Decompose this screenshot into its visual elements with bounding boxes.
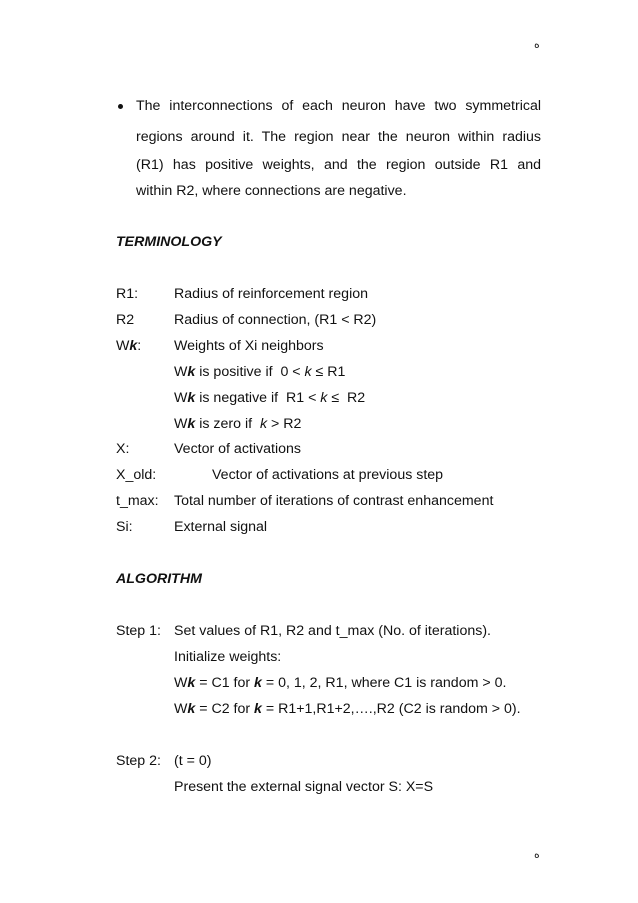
def-wk-positive: Wk is positive if 0 < k ≤ R1 [174,364,346,380]
def-wk-zero: Wk is zero if k > R2 [174,416,302,432]
term-x-old: X_old: [116,467,157,483]
step2-label: Step 2: [116,753,161,769]
def-x: Vector of activations [174,441,301,457]
term-si: Si: [116,519,133,535]
bullet-line-4: within R2, where connections are negative. [136,183,407,199]
def-x-old: Vector of activations at previous step [212,467,444,483]
step1-line-2: Initialize weights: [174,649,282,665]
bullet-line-1: The interconnections of each neuron have two symmetrical [136,98,541,114]
def-wk: Weights of Xi neighbors [174,338,324,354]
step2-line-1: (t = 0) [174,753,212,769]
def-wk-negative: Wk is negative if R1 < k ≤ R2 [174,390,366,406]
bullet-line-3: (R1) has positive weights, and the region outside R1 and [136,157,541,173]
term-r2: R2 [116,312,135,328]
def-r2: Radius of connection, (R1 < R2) [174,312,377,328]
bullet-icon [118,104,123,109]
term-wk: Wk: [116,338,142,354]
def-t-max: Total number of iterations of contrast enhancement [174,493,494,509]
def-r1: Radius of reinforcement region [174,286,368,302]
page-mark-top: ه [534,39,540,51]
term-t-max: t_max: [116,493,159,509]
term-r1: R1: [116,286,139,302]
term-x: X: [116,441,130,457]
step1-line-4: Wk = C2 for k = R1+1,R1+2,….,R2 (C2 is random > 0). [174,701,521,717]
step1-line-1: Set values of R1, R2 and t_max (No. of iterations). [174,623,492,639]
terminology-heading: TERMINOLOGY [116,234,222,250]
bullet-line-2: regions around it. The region near the neuron within radius [136,129,541,145]
page-mark-bottom: ه [534,849,540,861]
step1-line-3: Wk = C1 for k = 0, 1, 2, R1, where C1 is random > 0. [174,675,507,691]
def-si: External signal [174,519,268,535]
step2-line-2: Present the external signal vector S: X=S [174,779,434,795]
algorithm-heading: ALGORITHM [116,571,202,587]
step1-label: Step 1: [116,623,161,639]
